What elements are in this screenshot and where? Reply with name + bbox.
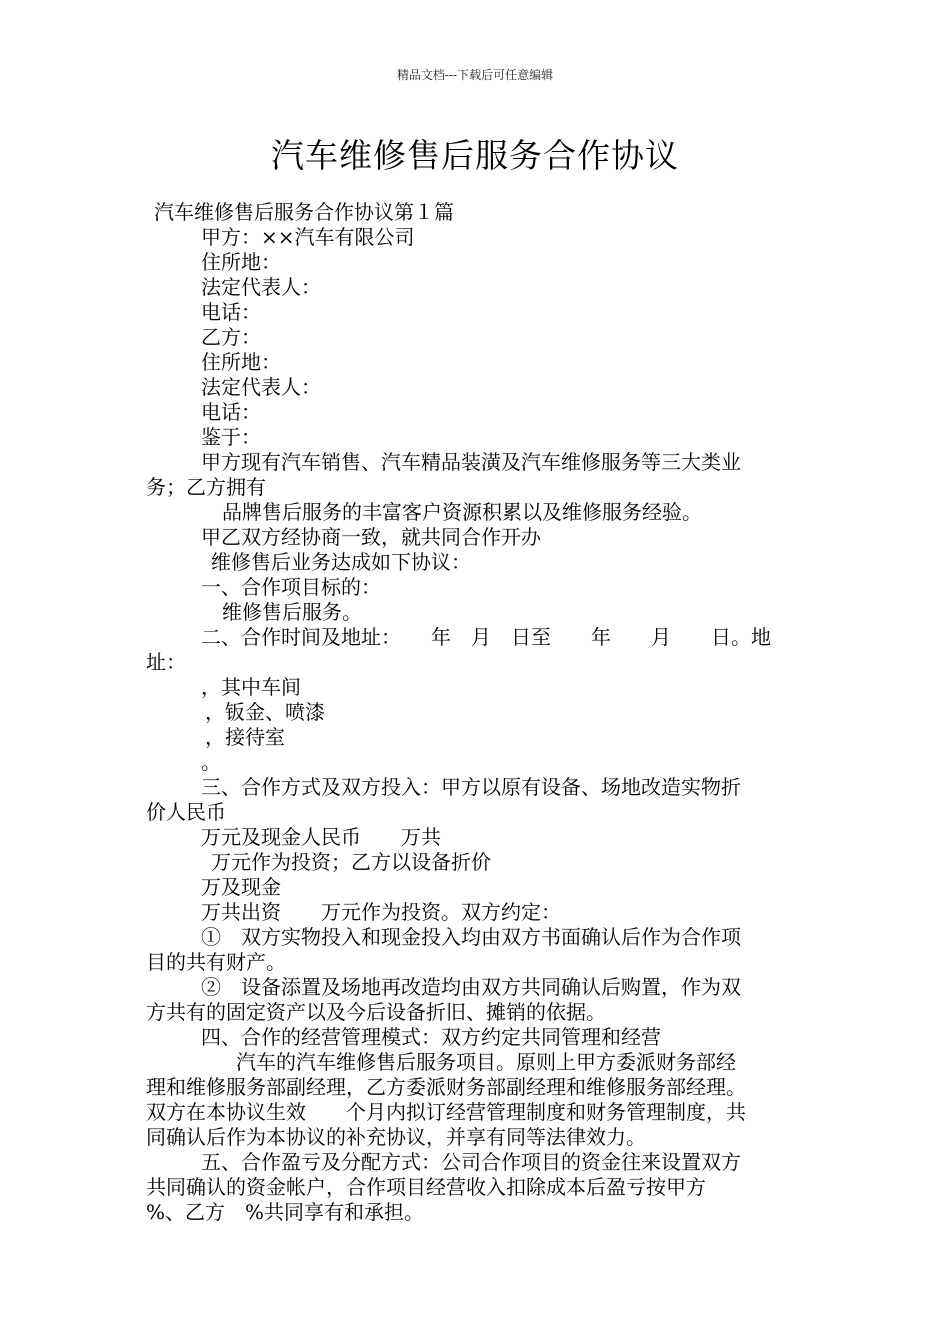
text-line: 甲乙双方经协商一致，就共同合作开办 [201, 525, 541, 549]
text-line: 址： [146, 650, 186, 674]
text-line: 万元及现金人民币 万共 [201, 825, 441, 849]
text-line: ① 双方实物投入和现金投入均由双方书面确认后作为合作项 [201, 925, 741, 949]
document-title: 汽车维修售后服务合作协议 [271, 136, 679, 175]
clause-heading: 一、合作项目标的： [201, 575, 381, 599]
text-line: 电话： [201, 400, 261, 424]
text-line: 维修售后服务。 [222, 600, 362, 624]
text-line: 万及现金 [201, 875, 281, 899]
text-line: 维修售后业务达成如下协议： [211, 550, 471, 574]
text-line: 鉴于： [201, 425, 261, 449]
text-line: 甲方现有汽车销售、汽车精品装潢及汽车维修服务等三大类业 [201, 450, 741, 474]
text-line: 品牌售后服务的丰富客户资源积累以及维修服务经验。 [222, 500, 702, 524]
text-line: 法定代表人： [201, 375, 321, 399]
clause-heading: 五、合作盈亏及分配方式：公司合作项目的资金往来设置双方 [201, 1150, 741, 1174]
text-line: 甲方：××汽车有限公司 [201, 225, 415, 249]
text-line: 双方在本协议生效 个月内拟订经营管理制度和财务管理制度，共 [146, 1100, 746, 1124]
text-line: 万元作为投资；乙方以设备折价 [211, 850, 491, 874]
text-line: ② 设备添置及场地再改造均由双方共同确认后购置，作为双 [201, 975, 741, 999]
text-line: 共同确认的资金帐户，合作项目经营收入扣除成本后盈亏按甲方 [146, 1175, 706, 1199]
text-line: ，接待室 [205, 725, 285, 749]
text-line: 价人民币 [146, 800, 226, 824]
text-line: 住所地： [201, 250, 281, 274]
text-line: 乙方： [201, 325, 261, 349]
text-line: 法定代表人： [201, 275, 321, 299]
text-line: %、乙方 %共同享有和承担。 [146, 1200, 425, 1224]
text-line: 汽车的汽车维修售后服务项目。原则上甲方委派财务部经 [236, 1050, 736, 1074]
text-line: ，其中车间 [201, 675, 301, 699]
section-heading: 汽车维修售后服务合作协议第１篇 [154, 200, 454, 224]
clause-heading: 三、合作方式及双方投入：甲方以原有设备、场地改造实物折 [201, 775, 741, 799]
clause-heading: 四、合作的经营管理模式：双方约定共同管理和经营 [201, 1025, 661, 1049]
text-line: 住所地： [201, 350, 281, 374]
text-line: 万共出资 万元作为投资。双方约定： [201, 900, 561, 924]
text-line: 。 [201, 750, 221, 774]
text-line: 目的共有财产。 [146, 950, 286, 974]
header-note: 精品文档---下载后可任意编辑 [396, 68, 554, 82]
text-line: 方共有的固定资产以及今后设备折旧、摊销的依据。 [146, 1000, 606, 1024]
text-line: 理和维修服务部副经理，乙方委派财务部副经理和维修服务部经理。 [146, 1075, 746, 1099]
text-line: ，钣金、喷漆 [205, 700, 325, 724]
clause-heading: 二、合作时间及地址： 年 月 日至 年 月 日。地 [201, 625, 771, 649]
text-line: 同确认后作为本协议的补充协议，并享有同等法律效力。 [146, 1125, 646, 1149]
text-line: 务；乙方拥有 [146, 475, 266, 499]
text-line: 电话： [201, 300, 261, 324]
